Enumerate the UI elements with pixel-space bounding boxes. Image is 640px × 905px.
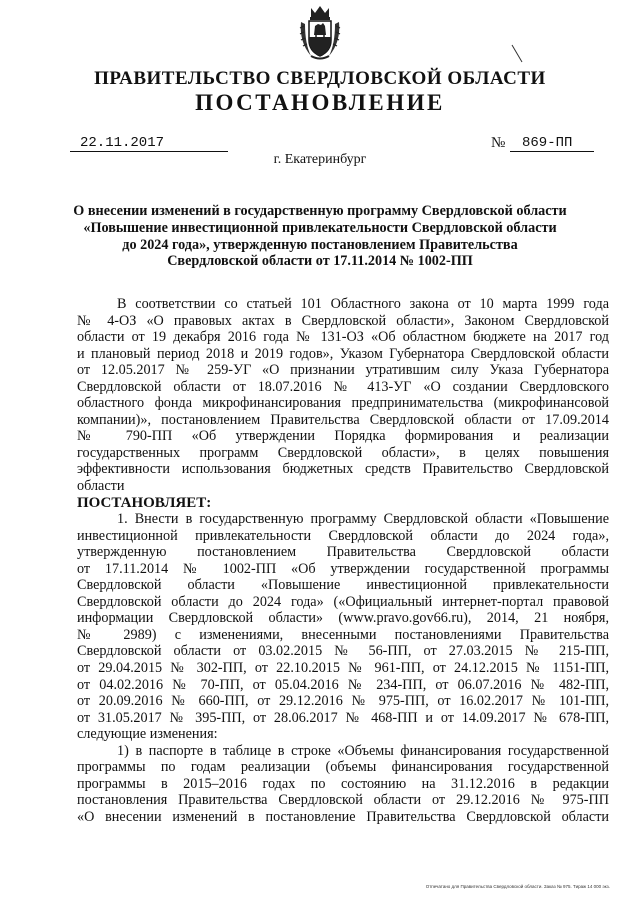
subitem1-line: постановления Правительства Свердловской области от 29.12.2016 № 975-ПП	[77, 792, 609, 809]
government-title: ПРАВИТЕЛЬСТВО СВЕРДЛОВСКОЙ ОБЛАСТИ	[94, 68, 546, 89]
city: г. Екатеринбург	[273, 152, 367, 167]
title-line: О внесении изменений в государственную программу Свердловской области	[73, 203, 567, 219]
subitem1-line: «О внесении изменений в постановление Правительства Свердловской области	[77, 808, 609, 825]
item1-line: от 31.05.2017 № 395-ПП, от 28.06.2017 № 468-ПП и от 14.09.2017 № 678-ПП,	[77, 709, 609, 726]
number-sign: №	[491, 135, 506, 151]
preamble-line: Свердловской области от 18.07.2016 № 413-УГ «О создании Свердловского	[77, 378, 609, 395]
item1-line: от 04.02.2016 № 70-ПП, от 05.04.2016 № 234-ПП, от 06.07.2016 № 482-ПП,	[77, 676, 609, 693]
item1-line: от 17.11.2014 № 1002-ПП «Об утверждении государственной программы	[77, 560, 609, 577]
print-footer-note: Отпечатано для Правительства Свердловской области. Заказ № 975. Тираж 14 000 экз.	[425, 884, 610, 889]
item1-line: № 2989) с изменениями, внесенными постановлениями Правительства	[77, 626, 609, 643]
subitem1-line: программы по годам реализации (объемы финансирования государственной	[77, 759, 609, 776]
item1-line: Свердловской области от 03.02.2015 № 56-ПП, от 27.03.2015 № 215-ПП,	[77, 643, 609, 660]
document-date: 22.11.2017	[70, 135, 228, 152]
preamble-line: области от 19 декабря 2016 года № 131-ОЗ «Об областном бюджете на 2017 год	[77, 329, 609, 346]
item1-line: от 29.04.2015 № 302-ПП, от 22.10.2015 № 961-ПП, от 24.12.2015 № 1151-ПП,	[77, 660, 609, 677]
preamble-line: В соответствии со статьей 101 Областного закона от 10 марта 1999 года	[117, 296, 609, 312]
coat-of-arms-icon	[297, 4, 343, 62]
preamble-line: областного фонда микрофинансирования предпринимательства (микрофинансовой	[77, 395, 609, 412]
title-line: до 2024 года», утвержденную постановлением Правительства	[122, 236, 518, 253]
preamble-line: компании)», постановлением Правительства Свердловской области от 17.09.2014	[77, 411, 609, 428]
document-body	[77, 296, 609, 826]
document-number: 869-ПП	[510, 135, 594, 152]
document-title	[60, 203, 580, 270]
title-line: Свердловской области от 17.11.2014 № 1002-ПП	[167, 253, 473, 270]
item1-line: 1. Внести в государственную программу Свердловской области «Повышение	[117, 511, 609, 528]
preamble-line: от 12.05.2017 № 259-УГ «О признании утратившим силу Указа Губернатора	[77, 362, 609, 379]
preamble-line: № 790-ПП «Об утверждении Порядка формирования и реализации	[77, 428, 609, 445]
subitem1-line: 1) в паспорте в таблице в строке «Объемы финансирования государственной	[117, 742, 609, 759]
item1-line: утвержденную постановлением Правительства Свердловской области	[77, 544, 609, 561]
item1-line: от 20.09.2016 № 660-ПП, от 29.12.2016 № 975-ПП, от 16.02.2017 № 101-ПП,	[77, 693, 609, 710]
item1-line: следующие изменения:	[77, 726, 218, 743]
stray-pen-mark	[510, 44, 524, 64]
item1-line: информации Свердловской области» (www.pravo.gov66.ru), 2014, 21 ноября,	[77, 610, 609, 627]
title-line: «Повышение инвестиционной привлекательности Свердловской области	[83, 219, 557, 236]
item1-line: Свердловской области до 2024 года» («Официальный интернет-портал правовой	[77, 593, 609, 610]
item1-line: Свердловской области «Повышение инвестиционной привлекательности	[77, 577, 609, 594]
subitem1-line: программы в 2015–2016 годах по состоянию на 31.12.2016 в редакции	[77, 775, 609, 792]
item1-line: инвестиционной привлекательности Свердловской области до 2024 года»,	[77, 527, 609, 544]
preamble-line: и плановый период 2018 и 2019 годов», Указом Губернатора Свердловской области	[77, 345, 609, 362]
document-type: ПОСТАНОВЛЕНИЕ	[195, 90, 445, 115]
preamble-line: эффективности использования бюджетных средств Правительство Свердловской	[77, 461, 609, 478]
preamble-line: области	[77, 478, 125, 495]
preamble-line: № 4-ОЗ «О правовых актах в Свердловской области», Законом Свердловской	[77, 312, 609, 329]
resolve-heading: ПОСТАНОВЛЯЕТ:	[77, 494, 212, 511]
preamble-line: государственных программ Свердловской области», в целях повышения	[77, 444, 609, 461]
